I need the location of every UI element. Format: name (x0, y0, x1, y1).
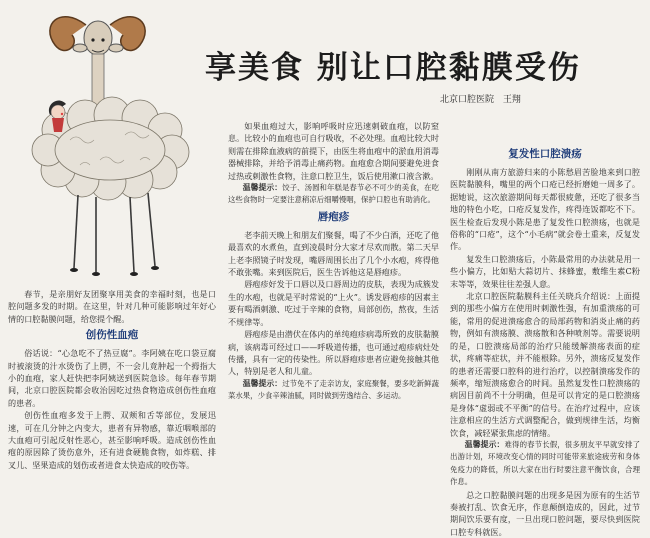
closing-paragraph: 总之口腔黏膜问题的出现多是因为原有的生活节奏被打乱、饮食无序，作息颠倒造成的，因此，过节期间饮乐要有度，一旦出现口腔问题，要尽快到医院口腔专科就医。 (450, 489, 640, 537)
section-title-blood-blister: 创伤性血疱 (85, 329, 139, 342)
byline (440, 92, 620, 105)
tip-label: 温馨提示： (242, 378, 283, 388)
warm-tip (228, 378, 439, 403)
body-paragraph: 俗话说：“心急吃不了热豆腐”。李阿姨在吃口袋豆腐时被滚烫的汁水烫伤了上腭，不一会儿竟肿起一个拇指大小的血疱，家人赶快把李阿姨送到医院急诊。每年春节期间，北京口腔医院都会收治因吃过热食物造成创伤性血疱的患者。 (8, 348, 216, 408)
article-column-1 (8, 288, 216, 478)
body-paragraph: 如果血疱过大，影响呼吸时应迅速刺破血疱，以防窒息。比较小的血疱也可自行吸收，不必处理。血疱比较大时则需在排除血液病的前提下，由医生将血疱中的淤血用消毒器械排除，并给予消毒止痛药物。血疱愈合期间要避免进食过热或刺激性食物，注意口腔卫生，饭后使用漱口液含漱。 (228, 121, 439, 181)
sheep-illustration (0, 0, 205, 282)
section-title-lip-herpes: 唇疱疹 (317, 210, 350, 223)
byline-author: 王翔 (502, 95, 521, 105)
headline: 享美食 别让口腔黏膜受伤 (205, 50, 581, 86)
article-column-2 (228, 120, 439, 480)
section-title-mouth-ulcer: 复发性口腔溃疡 (508, 148, 582, 160)
body-paragraph: 北京口腔医院黏膜科主任关晓兵介绍说：上面提到的那些小偏方在使用时刺激性强，有加重溃疡的可能，常用的促进溃疡愈合的局部药物和消炎止痛的药物，例如有溃疡膜、溃疡散和各种喷剂等。需要说明的是，口腔溃疡局部的治疗只能缓解溃疡表面的症状，疼痛等症状，并不能根除。另外，溃疡反复发作的患者还需要口腔科的进行治疗，以控制溃疡发作的频率，缩短溃疡愈合的时间。虽然复发性口腔溃疡的病因目前尚不十分明确，但是可以肯定的是口腔溃疡是身体“虚弱或不平衡”的信号。在治疗过程中，应该注意相应的生活方式调整配合，做到规律生活，均衡饮食，减轻紧张焦虑的情绪。 (450, 291, 640, 438)
body-paragraph: 刚刚从南方旅游归来的小陈愁眉苦脸地来到口腔医院黏膜科，嘴里的两个口疮已经折磨她一周多了。据她说，这次旅游期间每天都很疲惫，还吃了很多当地的特色小吃，口疮反复发作，疼得连饭都吃不下。医生检查后发现小陈是患了复发性口腔溃疡，也就是俗称的“口疮”，这个“小毛病”就会卷土重来，反复发作。 (450, 167, 640, 252)
tip-label: 温馨提示： (242, 183, 283, 193)
body-paragraph: 老李前天晚上和朋友们聚餐，喝了不少白酒，还吃了他最喜欢的水煮鱼，直到凌晨时分大家才尽欢而散。第二天早上老李照镜子时发现，嘴唇周围长出了几个小水疱，疼得他不敢张嘴。来到医院后，医生告诉他这是唇疱疹。 (228, 229, 439, 278)
tip-text: 难得的春节长假，很多朋友平早就安排了出游计划，环境改变心情的同时可能带来旅途疲劳和身体免疫力的降低，所以大家在出行时要注意平衡饮食，合理作息。 (450, 439, 640, 487)
warm-tip (228, 182, 439, 207)
warm-tip (450, 439, 640, 489)
article-column-3 (450, 148, 640, 537)
tip-text: 饺子、汤圆和年糕是春节必不可少的美食，在吃这些食物时一定要注意稍凉后细嚼慢咽，保护口腔也有助消化。 (228, 183, 439, 205)
body-paragraph: 复发生口腔溃疡后，小陈最常用的办法就是用一些小偏方，比如贴大蒜切片、抹蜂蜜，敷维生素C粉末等等，效果往往差强人意。 (450, 253, 640, 289)
body-paragraph: 唇疱疹是由潜伏在体内的单纯疱疹病毒所致的皮肤黏膜病，该病毒可经过口——呼吸道传播，也可通过疱疹病灶处传播，具有一定的传染性。所以唇疱疹患者应避免接触其他人，特别是老人和儿童。 (228, 329, 439, 377)
byline-org: 北京口腔医院 (440, 95, 495, 105)
body-paragraph: 唇疱疹好发于口唇以及口唇周边的皮肤，表现为成簇发生的水疱，也就是平时常说的“上火”。诱发唇疱疹的因素主要有喝酒刺激、吃过于辛辣的食物，局部创伤，熬夜，生活不规律等。 (228, 279, 439, 327)
tip-text: 过节免不了走亲访友，家庭聚餐，要多吃新鲜蔬菜水果，少食辛辣油腻，同时做到劳逸结合、多运动。 (228, 378, 439, 401)
body-paragraph: 创伤性血疱多发于上腭、双颊和舌等部位，发展迅速，可在几分钟之内变大，患者有异物感，靠近咽喉部的大血疱可引起反射性恶心，甚至影响呼吸。造成创伤性血疱的原因除了烫伤意外，还有进食硬脆食物，如炸糕、排叉儿、坚果造成的划伤或者进食太快造成的咬伤等。 (8, 410, 216, 470)
intro-paragraph: 春节，是亲朋好友团聚享用美食的幸福时刻，也是口腔问题多发的时期。在这里，针对几种可能影响过年好心情的口腔黏膜问题，给您提个醒。 (8, 289, 216, 324)
tip-label: 温馨提示： (464, 439, 505, 449)
